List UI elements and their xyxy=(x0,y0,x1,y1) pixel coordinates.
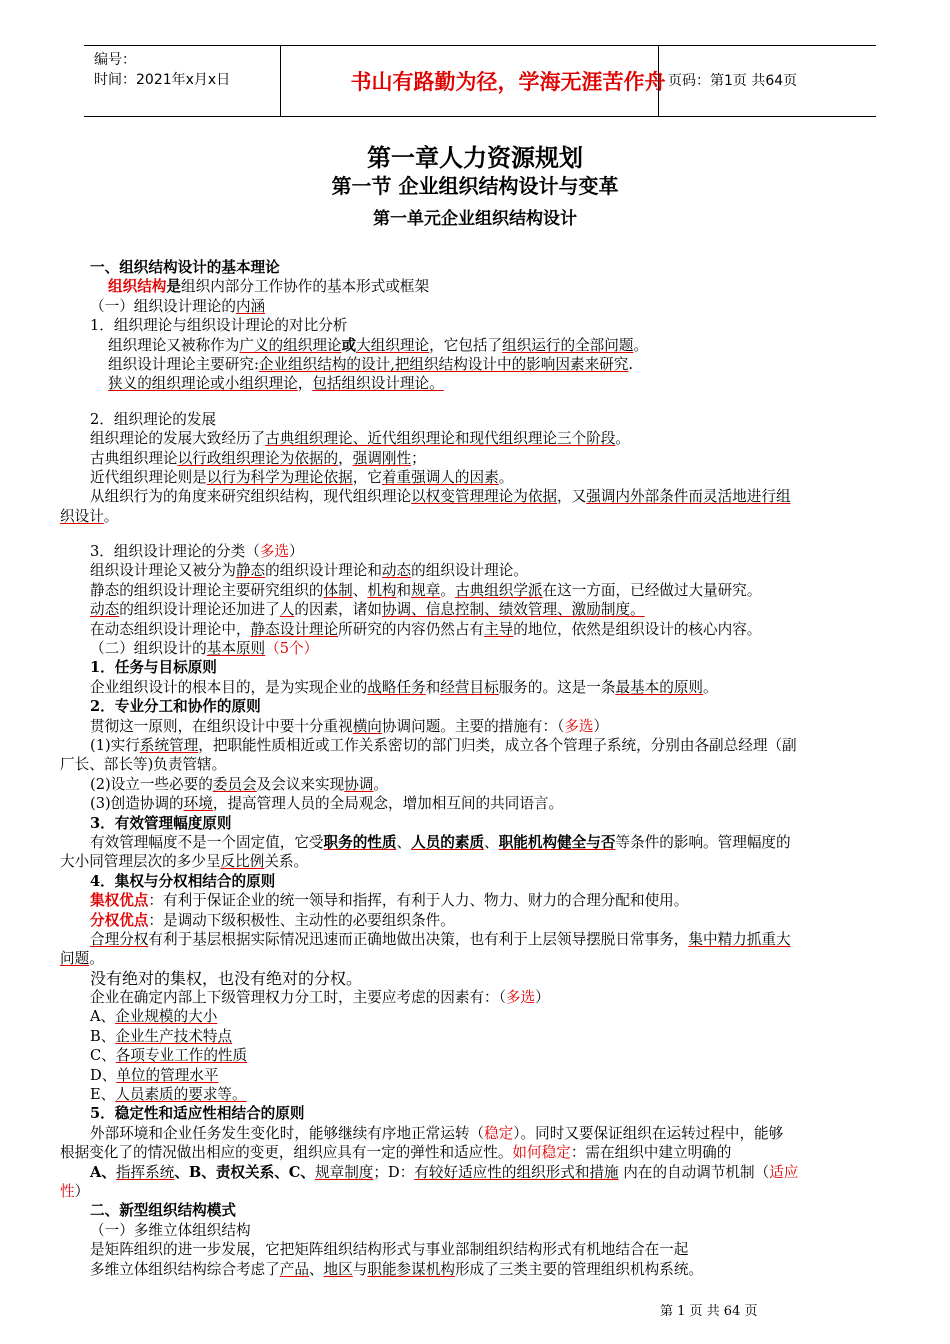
paragraph: 织设计。 xyxy=(60,507,119,525)
paragraph: 近代组织理论则是以行为科学为理论依据，它着重强调人的因素。 xyxy=(90,468,514,486)
paragraph: 是矩阵组织的进一步发展，它把矩阵组织结构形式与事业部制组织结构形式有机地结合在一起 xyxy=(90,1241,689,1259)
paragraph: 性） xyxy=(60,1182,90,1200)
paragraph: 问题。 xyxy=(60,950,104,968)
principle-heading: 3．有效管理幅度原则 xyxy=(90,814,232,832)
paragraph: (2)设立一些必要的委员会及会议来实现协调。 xyxy=(90,775,389,793)
paragraph: 组织结构是组织内部分工作协作的基本形式或框架 xyxy=(108,278,430,296)
subheading: （二）组织设计的基本原则（5个） xyxy=(90,640,319,658)
list-item: C、各项专业工作的性质 xyxy=(90,1047,248,1065)
header-divider xyxy=(658,46,659,116)
unit-title: 第一单元企业组织结构设计 xyxy=(373,209,577,229)
principle-heading: 2．专业分工和协作的原则 xyxy=(90,698,261,716)
paragraph: (3)创造协调的环境，提高管理人员的全局观念，增加相互间的共同语言。 xyxy=(90,795,564,813)
paragraph: A、指挥系统、B、责权关系、C、规章制度；D：有较好适应性的组织形式和措施 内在的自动调节机制（适应 xyxy=(90,1163,799,1181)
paragraph: (1)实行系统管理，把职能性质相近或工作关系密切的部门归类，成立各个管理子系统，分别由各副总经理（副 xyxy=(90,736,797,754)
list-item: D、单位的管理水平 xyxy=(90,1066,219,1084)
page-header xyxy=(84,45,876,117)
paragraph: 1．组织理论与组织设计理论的对比分析 xyxy=(90,317,348,335)
paragraph: 狭义的组织理论或小组织理论，包括组织设计理论。 xyxy=(108,375,444,393)
paragraph: 贯彻这一原则，在组织设计中要十分重视横向协调问题。主要的措施有：（多选） xyxy=(90,717,609,735)
header-page: 页码：第1页 共64页 xyxy=(668,73,798,89)
paragraph: 3．组织设计理论的分类（多选） xyxy=(90,543,304,561)
paragraph: 根据变化了的情况做出相应的变更，组织应具有一定的弹性和适应性。如何稳定：需在组织中建立明确的 xyxy=(60,1144,732,1162)
paragraph: 大小同管理层次的多少呈反比例关系。 xyxy=(60,853,309,871)
paragraph: 有效管理幅度不是一个固定值，它受职务的性质、人员的素质、职能机构健全与否等条件的影响。管理幅度的 xyxy=(90,833,791,851)
list-item: A、企业规模的大小 xyxy=(90,1008,218,1026)
paragraph: 没有绝对的集权，也没有绝对的分权。 xyxy=(90,968,363,988)
header-time: 时间：2021年x月x日 xyxy=(94,72,231,88)
principle-heading: 4．集权与分权相结合的原则 xyxy=(90,872,276,890)
paragraph: 2．组织理论的发展 xyxy=(90,410,217,428)
paragraph: 古典组织理论以行政组织理论为依据的，强调刚性； xyxy=(90,449,426,467)
header-divider xyxy=(280,46,281,116)
paragraph: 分权优点：是调动下级积极性、主动性的必要组织条件。 xyxy=(90,911,455,929)
paragraph: 组织设计理论又被分为静态的组织设计理论和动态的组织设计理论。 xyxy=(90,562,528,580)
principle-heading: 1．任务与目标原则 xyxy=(90,659,217,677)
paragraph: 多维立体组织结构综合考虑了产品、地区与职能参谋机构形成了三类主要的管理组织机构系统。 xyxy=(90,1260,704,1278)
list-item: E、人员素质的要求等。 xyxy=(90,1086,247,1104)
paragraph: 从组织行为的角度来研究组织结构，现代组织理论以权变管理理论为依据，又强调内外部条件而灵活地进行组 xyxy=(90,488,791,506)
header-meta xyxy=(94,50,230,90)
subheading: （一）多维立体组织结构 xyxy=(90,1221,251,1239)
paragraph: 集权优点：有利于保证企业的统一领导和指挥，有利于人力、物力、财力的合理分配和使用。 xyxy=(90,892,689,910)
paragraph: 合理分权有利于基层根据实际情况迅速而正确地做出决策，也有利于上层领导摆脱日常事务，集中精力抓重大 xyxy=(90,930,791,948)
chapter-title: 第一章人力资源规划 xyxy=(367,143,583,172)
paragraph: 组织设计理论主要研究:企业组织结构的设计,把组织结构设计中的影响因素来研究. xyxy=(108,355,633,373)
paragraph: 外部环境和企业任务发生变化时，能够继续有序地正常运转（稳定）。同时又要保证组织在运转过程中，能够 xyxy=(90,1124,784,1142)
subheading: （一）组织设计理论的内涵 xyxy=(90,297,266,315)
paragraph: 厂长、部长等)负责管辖。 xyxy=(60,756,227,774)
paragraph: 企业在确定内部上下级管理权力分工时，主要应考虑的因素有：（多选） xyxy=(90,989,550,1007)
paragraph: 在动态组织设计理论中，静态设计理论所研究的内容仍然占有主导的地位，依然是组织设计的核心内容。 xyxy=(90,620,762,638)
section-title: 第一节 企业组织结构设计与变革 xyxy=(331,174,619,198)
principle-heading: 5．稳定性和适应性相结合的原则 xyxy=(90,1105,305,1123)
paragraph: 组织理论的发展大致经历了古典组织理论、近代组织理论和现代组织理论三个阶段。 xyxy=(90,430,631,448)
header-number: 编号： xyxy=(94,52,136,68)
document-body xyxy=(60,258,910,1279)
paragraph: 动态的组织设计理论还加进了人的因素，诸如协调、信息控制、绩效管理、激励制度。 xyxy=(90,601,645,619)
page-footer: 第 1 页 共 64 页 xyxy=(660,1304,758,1319)
paragraph: 静态的组织设计理论主要研究组织的体制、机构和规章。古典组织学派在这一方面，已经做过大量研究。 xyxy=(90,581,762,599)
heading: 二、新型组织结构模式 xyxy=(90,1202,236,1220)
list-item: B、企业生产技术特点 xyxy=(90,1027,233,1045)
header-motto: 书山有路勤为径，学海无涯苦作舟 xyxy=(350,69,666,94)
heading: 一、组织结构设计的基本理论 xyxy=(90,259,280,276)
paragraph: 企业组织设计的根本目的，是为实现企业的战略任务和经营目标服务的。这是一条最基本的原则。 xyxy=(90,678,718,696)
paragraph: 组织理论又被称作为广义的组织理论或大组织理论，它包括了组织运行的全部问题。 xyxy=(108,336,649,354)
